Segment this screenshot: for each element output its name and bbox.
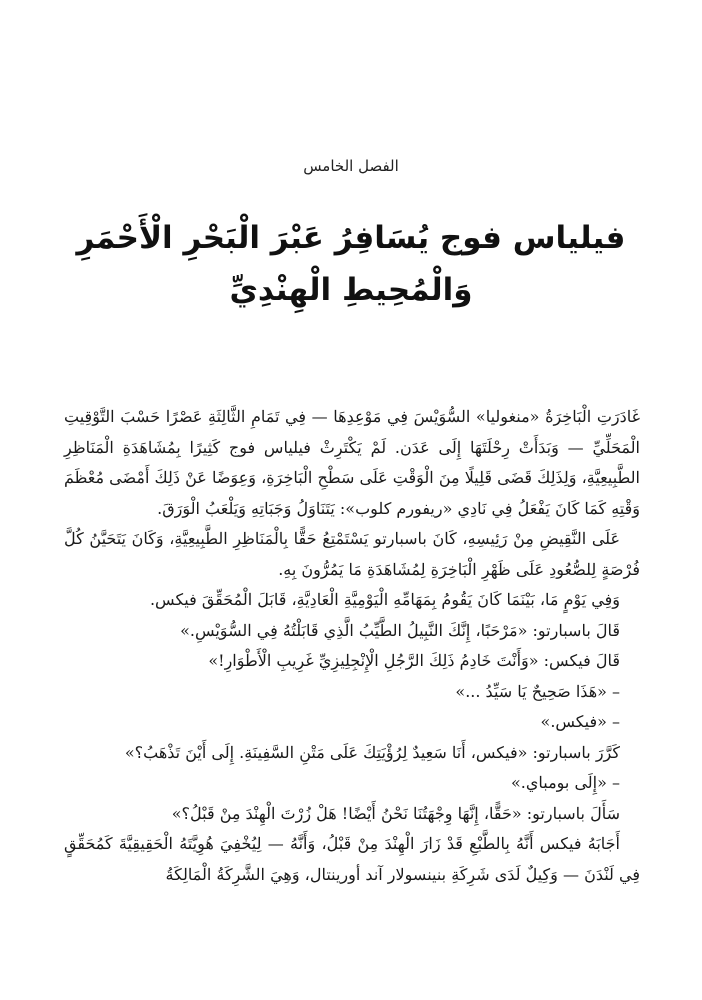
dialogue-line: – «فيكس.» <box>540 712 620 731</box>
chapter-title <box>60 212 642 316</box>
dialogue-line: قَالَ فيكس: «وَأَنْتَ خَادِمُ ذَلِكَ الرَّجُلِ الْإِنْجِلِيزِيِّ غَرِيبِ الْأَطْوَارِ!» <box>208 651 620 670</box>
dialogue-line: – «إِلَى بومباي.» <box>510 773 620 792</box>
paragraph: وَفِي يَوْمٍ مَا، بَيْنَمَا كَانَ يَقُومُ بِمَهَامِّهِ الْيَوْمِيَّةِ الْعَادِيَّةِ، قَابَلَ الْمُحَقِّقَ فيكس. <box>149 590 620 609</box>
paragraph: غَادَرَتِ الْبَاخِرَةُ «منغوليا» السُّوَيْسَ فِي مَوْعِدِهَا — فِي تَمَامِ الثَّالِثَةِ عَصْرًا حَسْبَ التَّوْقِيتِ الْمَحَلِّيِّ — وَبَدَأَتْ رِحْلَتَهَا إِلَى عَدَن. لَمْ يَكْتَرِثْ فيلياس فوج كَثِيرًا بِمُشَاهَدَةِ الْمَنَاظِرِ الطَّبِيعِيَّةِ، وَلِذَلِكَ قَضَى قَلِيلًا مِنَ الْوَقْتِ عَلَى سَطْحِ الْبَاخِرَةِ، وَعِوَضًا عَنْ ذَلِكَ أَمْضَى مُعْظَمَ وَقْتِهِ كَمَا كَانَ يَفْعَلُ فِي نَادِي «ريفورم كلوب»: يَتَنَاوَلُ وَجَبَاتِهِ وَيَلْعَبُ الْوَرَقَ. <box>64 407 640 518</box>
paragraph: أَجَابَهُ فيكس أَنَّهُ بِالطَّبْعِ قَدْ زَارَ الْهِنْدَ مِنْ قَبْلُ، وَأَنَّهُ — لِيُخْفِيَ هُوِيَّتَهُ الْحَقِيقِيَّةَ كَمُحَقِّقٍ فِي لَنْدَنَ — وَكِيلٌ لَدَى شَرِكَةِ بنينسولار آند أورينتال، وَهِيَ الشَّرِكَةُ الْمَالِكَةُ <box>64 834 640 884</box>
dialogue-line: كَرَّرَ باسبارتو: «فيكس، أَنَا سَعِيدٌ لِرُؤْيَتِكَ عَلَى مَتْنِ السَّفِينَةِ. إِلَى أَيْنَ تَذْهَبُ؟» <box>124 742 620 762</box>
dialogue-line: – «هَذَا صَحِيحٌ يَا سَيِّدُ ...» <box>455 681 620 701</box>
body-text <box>64 402 640 890</box>
chapter-title-line-1: فيلياس فوج يُسَافِرُ عَبْرَ الْبَحْرِ الْأَحْمَرِ <box>76 220 626 256</box>
dialogue-line: سَأَلَ باسبارتو: «حَقًّا، إِنَّهَا وِجْهَتُنَا نَحْنُ أَيْضًا! هَلْ زُرْتَ الْهِنْدَ مِنْ قَبْلُ؟» <box>171 803 620 823</box>
paragraph: عَلَى النَّقِيضِ مِنْ رَئِيسِهِ، كَانَ باسبارتو يَسْتَمْتِعُ حَقًّا بِالْمَنَاظِرِ الطَّبِيعِيَّةِ، وَكَانَ يَتَحَيَّنُ كُلَّ فُرْصَةٍ لِلصُّعُودِ عَلَى ظَهْرِ الْبَاخِرَةِ لِمُشَاهَدَةِ مَا يَمُرُّونَ بِهِ. <box>64 529 640 579</box>
chapter-label: الفصل الخامس <box>303 157 399 175</box>
chapter-title-line-2: وَالْمُحِيطِ الْهِنْدِيِّ <box>229 272 473 308</box>
dialogue-line: قَالَ باسبارتو: «مَرْحَبًا، إِنَّكَ النَّبِيلُ الطَّيِّبُ الَّذِي قَابَلْتُهُ فِي السُّوَيْسِ.» <box>180 620 620 640</box>
